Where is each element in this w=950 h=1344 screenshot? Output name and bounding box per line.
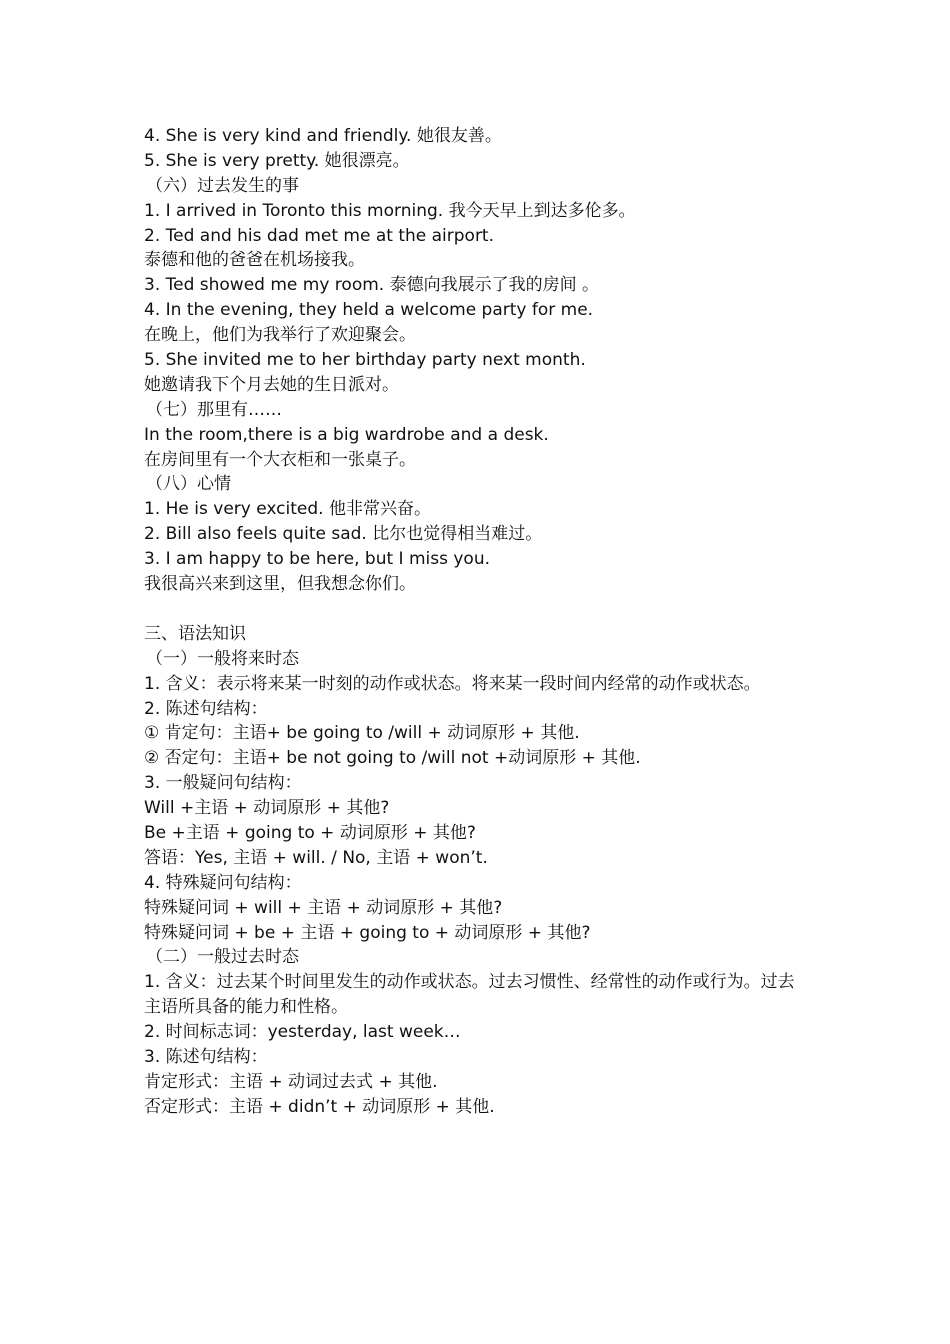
text-line: 1. I arrived in Toronto this morning. 我今天早上到达多伦多。 [144,200,636,221]
text-line: 2. Bill also feels quite sad. 比尔也觉得相当难过。 [144,524,543,545]
text-line: 特殊疑问词 + will + 主语 + 动词原形 + 其他? [144,897,503,918]
text-line: 4. She is very kind and friendly. 她很友善。 [144,126,502,146]
text-line: 3. Ted showed me my room. 泰德向我展示了我的房间 。 [144,275,599,296]
text-line: 特殊疑问词 + be + 主语 + going to + 动词原形 + 其他? [144,922,591,943]
section-heading: （六）过去发生的事 [146,175,299,196]
text-line: 3. 一般疑问句结构： [144,773,302,794]
text-line: 肯定形式：主语 + 动词过去式 + 其他. [144,1071,438,1092]
text-line: 2. Ted and his dad met me at the airport. [144,225,495,246]
section-heading: （七）那里有…… [146,399,282,420]
text-line: 5. She invited me to her birthday party next month. [144,350,586,371]
text-line: 1. He is very excited. 他非常兴奋。 [144,499,431,520]
text-line: Will +主语 + 动词原形 + 其他? [144,798,390,819]
section-heading: （二）一般过去时态 [146,947,299,968]
text-line: 否定形式：主语 + didn’t + 动词原形 + 其他. [144,1096,495,1117]
text-line: 5. She is very pretty. 她很漂亮。 [144,150,410,171]
text-paragraph: 1. 含义：过去某个时间里发生的动作或状态。过去习惯性、经常性的动作或行为。过去主语所具备的能力和性格。 [144,972,795,1018]
text-line: 4. 特殊疑问句结构： [144,872,302,893]
text-line: 在晚上，他们为我举行了欢迎聚会。 [144,325,416,346]
text-line: 答语：Yes, 主语 + will. / No, 主语 + won’t. [144,847,488,868]
text-line: 4. In the evening, they held a welcome party for me. [144,300,594,321]
text-line: 3. 陈述句结构： [144,1047,268,1067]
text-line: 2. 陈述句结构： [144,698,268,719]
blank-line [144,597,804,622]
text-line: Be +主语 + going to + 动词原形 + 其他? [144,822,476,843]
text-line: In the room,there is a big wardrobe and a desk. [144,424,549,445]
text-line: 在房间里有一个大衣柜和一张桌子。 [144,449,416,470]
text-line: 我很高兴来到这里，但我想念你们。 [144,574,416,595]
text-line: ① 肯定句：主语+ be going to /will + 动词原形 + 其他. [144,723,580,744]
chapter-heading: 三、语法知识 [144,623,246,644]
text-line: ② 否定句：主语+ be not going to /will not +动词原形 + 其他. [144,748,641,769]
text-line: 泰德和他的爸爸在机场接我。 [144,250,365,271]
text-line: 2. 时间标志词：yesterday, last week… [144,1022,461,1043]
section-heading: （八）心情 [146,474,231,495]
document-body [144,124,804,1120]
text-line: 她邀请我下个月去她的生日派对。 [144,374,399,395]
section-heading: （一）一般将来时态 [146,648,299,669]
text-line: 3. I am happy to be here, but I miss you. [144,549,490,570]
text-paragraph: 1. 含义：表示将来某一时刻的动作或状态。将来某一段时间内经常的动作或状态。 [144,673,761,694]
